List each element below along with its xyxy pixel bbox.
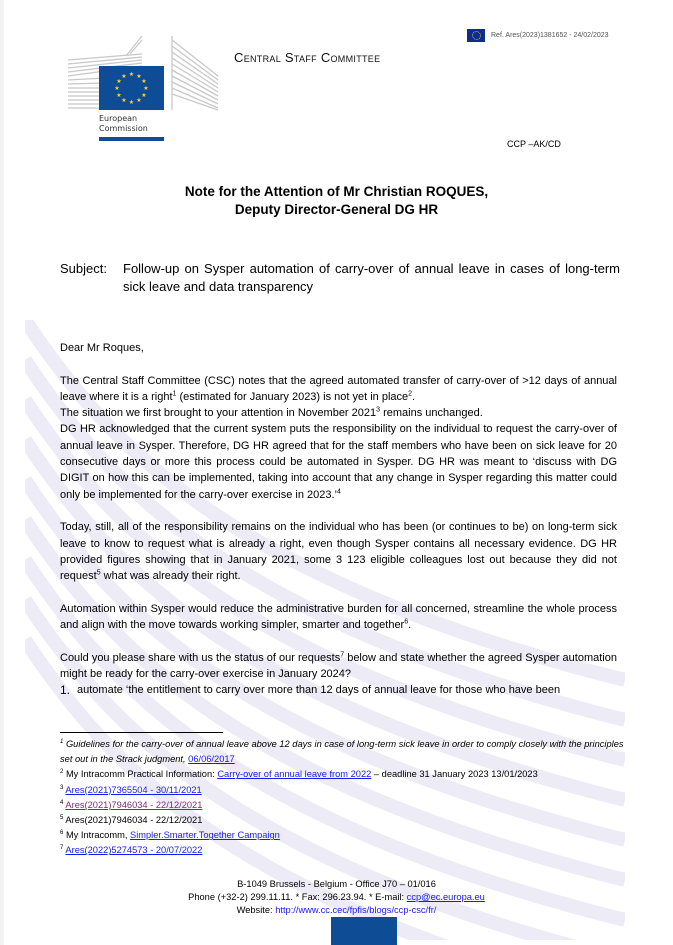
paragraph-6 <box>60 650 617 683</box>
footnote-text: Guidelines for the carry-over of annual leave above 12 days in case of long-term sick leave in order to comply closely with the principles set out in the Strack judgment, <box>60 739 624 765</box>
footnote-link[interactable]: Ares(2021)7365504 - 30/11/2021 <box>65 784 202 795</box>
text: The situation we first brought to your attention in November 2021 <box>60 407 377 420</box>
footnote-separator <box>60 732 223 733</box>
title-line2: Deputy Director-General DG HR <box>234 202 439 217</box>
subject-text: Follow-up on Sysper automation of carry-over of annual leave in cases of long-term sick leave and data transparency <box>123 261 620 294</box>
footnotes <box>60 737 630 859</box>
page-title <box>0 183 673 219</box>
page-edge <box>0 0 4 945</box>
footnote-2 <box>60 767 630 782</box>
footnote-number: 4 <box>60 799 64 806</box>
footnote-number: 6 <box>60 830 64 837</box>
eu-stars-icon <box>99 66 164 110</box>
paragraph-5 <box>60 601 617 634</box>
footnote-number: 1 <box>60 738 64 745</box>
page-footer <box>0 878 673 917</box>
logo-label <box>99 114 148 134</box>
text: The Central Staff Committee (CSC) notes that the agreed automated transfer of carry-over of >12 days of annual leave where it is a right <box>60 374 617 403</box>
svg-text:★: ★ <box>136 73 142 80</box>
svg-text:★: ★ <box>114 85 120 92</box>
footnote-link[interactable]: Simpler.Smarter.Together Campaign <box>130 830 280 841</box>
footnote-ref[interactable]: 6 <box>404 618 409 626</box>
paragraph-1 <box>60 373 617 406</box>
text: Could you please share with us the status of our requests <box>60 651 341 664</box>
footnote-ref[interactable]: 2 <box>408 390 413 398</box>
footnote-ref[interactable]: 5 <box>96 569 101 577</box>
footnote-ref[interactable]: 1 <box>172 390 177 398</box>
footer-contact <box>0 891 673 904</box>
website-link[interactable]: http://www.cc.cec/fpfis/blogs/ccp-csc/fr/ <box>275 905 437 915</box>
ares-reference <box>467 29 609 42</box>
svg-text:★: ★ <box>116 92 122 99</box>
svg-text:★: ★ <box>128 71 135 78</box>
footnote-number: 5 <box>60 814 64 821</box>
text: DG HR acknowledged that the current system puts the responsibility on the individual to request the carry-over of annual leave in Sysper. Therefore, DG HR agreed that for the staff members who have been on sick leave for 20 consecutive days or more this process could be automated in Sysper. DG HR was meant to ‘discuss with DG DIGIT on how this can be implemented, taking into account that any change in Sysper regarding this matter could only be implemented for the carry-over exercise in 2023.’ <box>60 423 617 501</box>
footnote-text: Ares(2021)7946034 - 22/12/2021 <box>65 815 203 826</box>
text: Today, still, all of the responsibility remains on the individual who has been (or continues to be) on long-term sick leave to know to request what is already a right, even though Sysper contains all necessary evidence. DG HR provided figures showing that in January 2021, some 3 123 eligible colleagues lost out because they did not request <box>60 521 617 583</box>
text: . <box>408 619 412 632</box>
footnote-5 <box>60 813 630 828</box>
european-commission-logo <box>66 36 221 144</box>
svg-text:★: ★ <box>143 85 149 92</box>
logo-bar <box>99 137 164 141</box>
logo-label-line2: Commission <box>99 124 148 133</box>
paragraph-2 <box>60 405 617 421</box>
letter-body <box>60 340 617 699</box>
footnote-link[interactable]: 06/06/2017 <box>188 754 235 765</box>
footnote-text: My Intracomm, <box>65 830 130 841</box>
text: (estimated for January 2023) is not yet in place <box>176 390 409 403</box>
svg-text:★: ★ <box>141 92 147 99</box>
text: Automation within Sysper would reduce the administrative burden for all concerned, streamline the whole process and align with the move towards working simpler, smarter and together <box>60 602 617 632</box>
footer-address: B-1049 Brussels - Belgium - Office J70 – 01/016 <box>237 879 436 889</box>
footer-bar <box>331 917 397 945</box>
eu-flag <box>99 66 164 110</box>
svg-text:★: ★ <box>141 78 147 85</box>
footnote-6 <box>60 828 630 843</box>
footnote-ref[interactable]: 3 <box>376 406 381 414</box>
footnote-link[interactable]: Ares(2021)7946034 - 22/12/2021 <box>65 799 203 810</box>
svg-text:★: ★ <box>136 97 142 104</box>
footnote-number: 2 <box>60 769 64 776</box>
footnote-1 <box>60 737 630 767</box>
footnote-text: – deadline 31 January 2023 13/01/2023 <box>371 769 538 780</box>
footer-website <box>0 904 673 917</box>
salutation: Dear Mr Roques, <box>60 342 144 354</box>
footnote-number: 3 <box>60 784 64 791</box>
text: below and state whether the agreed Sysper automation might be ready for the carry-over exercise in January 2024? <box>60 651 617 680</box>
footnote-number: 7 <box>60 845 64 852</box>
email-link[interactable]: ccp@ec.europa.eu <box>406 892 485 902</box>
text: . <box>412 390 416 403</box>
text: remains unchanged. <box>380 407 483 420</box>
paragraph-4 <box>60 519 617 584</box>
footnote-text: My Intracomm Practical Information: <box>65 769 218 780</box>
list-item <box>60 682 617 698</box>
svg-text:★: ★ <box>128 99 135 106</box>
footnote-link[interactable]: Ares(2022)5274573 - 20/07/2022 <box>65 845 203 856</box>
subject-label: Subject: <box>60 261 107 276</box>
footnote-3 <box>60 783 630 798</box>
ccp-reference: CCP –AK/CD <box>507 139 561 149</box>
logo-label-line1: European <box>99 114 138 123</box>
svg-text:★: ★ <box>121 73 127 80</box>
footnote-ref[interactable]: 4 <box>336 488 341 496</box>
website-label: Website: <box>236 905 276 915</box>
committee-name: Central Staff Committee <box>234 50 381 65</box>
reference-text: Ref. Ares(2023)1381652 - 24/02/2023 <box>491 32 609 39</box>
eu-flag-small-icon <box>467 29 485 42</box>
footnote-7 <box>60 843 630 858</box>
title-line1: Note for the Attention of Mr Christian ROQUES, <box>184 184 489 199</box>
footnote-link[interactable]: Carry-over of annual leave from 2022 <box>217 769 372 780</box>
footnote-ref[interactable]: 7 <box>340 650 345 658</box>
text: what was already their right. <box>100 570 241 583</box>
paragraph-3 <box>60 421 617 502</box>
list-text: automate ‘the entitlement to carry over more than 12 days of annual leave for those who have been <box>77 684 561 697</box>
subject <box>60 260 620 296</box>
svg-text:★: ★ <box>116 78 122 85</box>
footer-phone-fax: Phone (+32-2) 299.11.11. * Fax: 296.23.94. * E-mail: <box>188 892 407 902</box>
svg-text:★: ★ <box>121 97 127 104</box>
list-number: 1. <box>60 683 71 698</box>
footnote-4 <box>60 798 630 813</box>
